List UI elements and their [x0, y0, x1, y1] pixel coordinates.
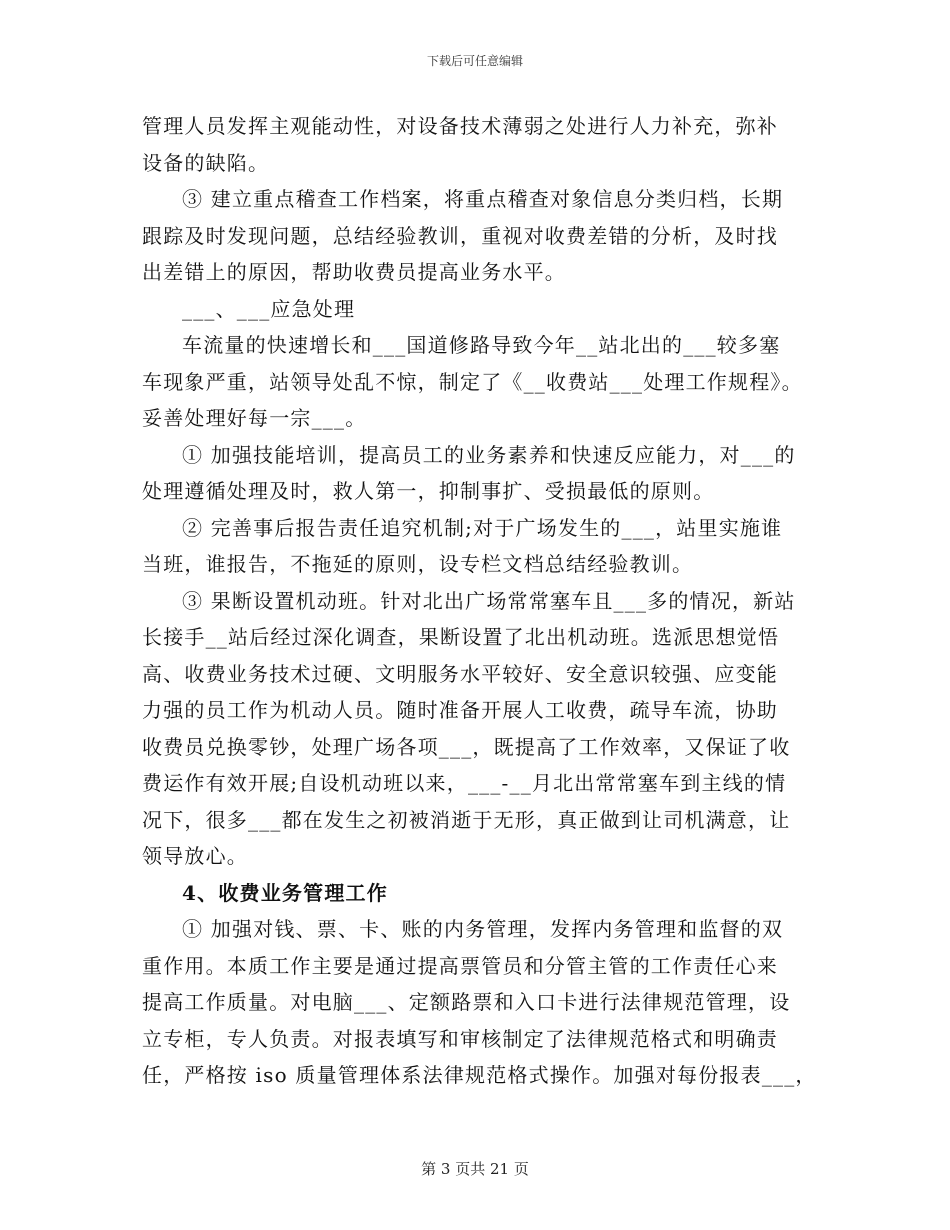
- text-line: 况下，很多___都在发生之初被消逝于无形，真正做到让司机满意，让: [142, 807, 791, 832]
- text-line: 力强的员工作为机动人员。随时准备开展人工收费，疏导车流，协助: [142, 698, 778, 722]
- text-line: ① 加强对钱、票、卡、账的内务管理，发挥内务管理和监督的双: [182, 917, 784, 941]
- text-line: 设备的缺陷。: [142, 150, 270, 175]
- text-line: 管理人员发挥主观能动性，对设备技术薄弱之处进行人力补充，弥补: [142, 114, 778, 138]
- document-body: [142, 108, 822, 1094]
- page-header: 下载后可任意编辑: [426, 54, 523, 68]
- text-line: 高、收费业务技术过硬、文明服务水平较好、安全意识较强、应变能: [142, 661, 778, 686]
- text-line: 妥善处理好每一宗___。: [142, 406, 367, 430]
- page-footer: 第 3 页共 21 页: [421, 1160, 529, 1178]
- text-line: 跟踪及时发现问题，总结经验教训，重视对收费差错的分析，及时找: [142, 223, 778, 248]
- section-heading: 4、收费业务管理工作: [182, 880, 388, 905]
- text-line: ① 加强技能培训，提高员工的业务素养和快速反应能力，对___的: [182, 442, 796, 467]
- text-line: ③ 建立重点稽查工作档案，将重点稽查对象信息分类归档，长期: [182, 187, 784, 211]
- text-line: 提高工作质量。对电脑___、定额路票和入口卡进行法律规范管理，设: [142, 990, 791, 1014]
- text-line: ② 完善事后报告责任追究机制;对于广场发生的___，站里实施谁: [182, 515, 783, 540]
- text-line: 车流量的快速增长和___国道修路导致今年__站北出的___较多塞: [182, 333, 781, 357]
- text-line: 重作用。本质工作主要是通过提高票管员和分管主管的工作责任心来: [142, 953, 778, 978]
- text-line: 费运作有效开展;自设机动班以来，___-__月北出常常塞车到主线的情: [142, 771, 787, 795]
- text-line: 车现象严重，站领导处乱不惊，制定了《__收费站___处理工作规程》。: [142, 369, 803, 394]
- text-line: 当班，谁报告，不拖延的原则，设专栏文档总结经验教训。: [142, 552, 694, 576]
- text-line: 处理遵循处理及时，救人第一，抑制事扩、受损最低的原则。: [142, 479, 715, 503]
- text-line: 长接手__站后经过深化调查，果断设置了北出机动班。选派思想觉悟: [142, 625, 780, 649]
- text-line: 出差错上的原因，帮助收费员提高业务水平。: [142, 260, 566, 284]
- text-line: 立专柜，专人负责。对报表填写和审核制定了法律规范格式和明确责: [142, 1026, 778, 1051]
- text-line: ___、___应急处理: [182, 296, 356, 321]
- text-line: ③ 果断设置机动班。针对北出广场常常塞车且___多的情况，新站: [182, 588, 796, 613]
- text-line: 收费员兑换零钞，处理广场各项___，既提高了工作效率，又保证了收: [142, 734, 791, 759]
- text-line: 任，严格按 iso 质量管理体系法律规范格式操作。加强对每份报表___，: [142, 1063, 817, 1087]
- text-line: 领导放心。: [142, 844, 248, 868]
